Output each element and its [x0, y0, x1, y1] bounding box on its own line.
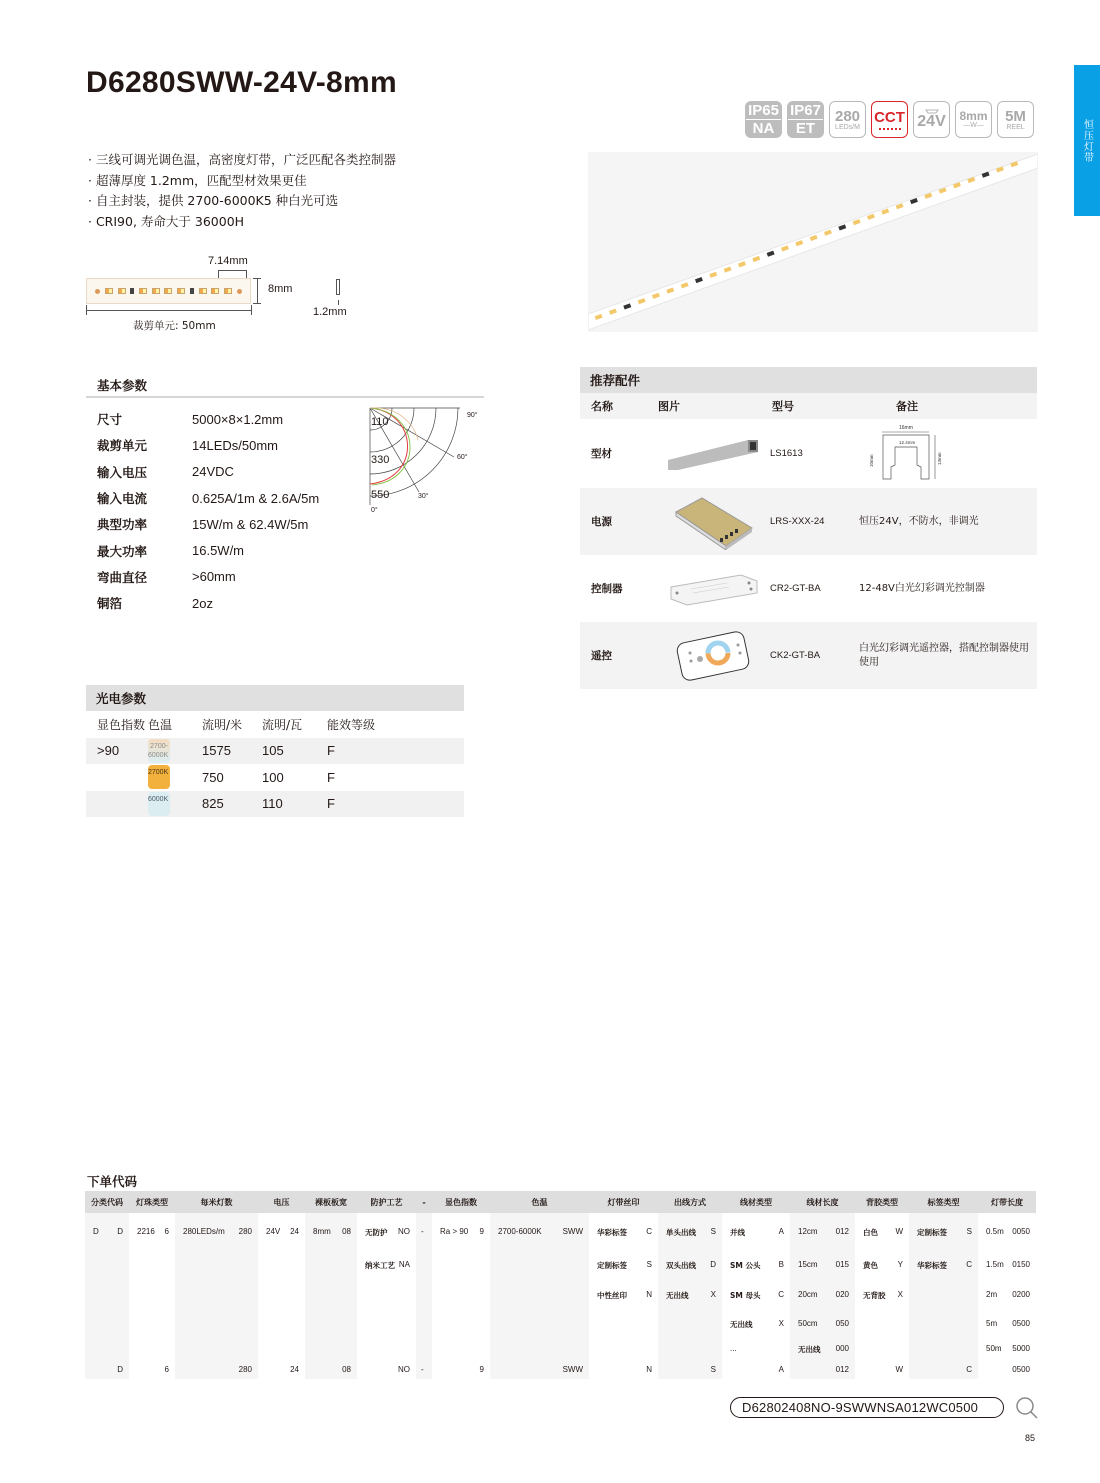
param-value: 24VDC	[192, 464, 234, 480]
cct-chip: 2700-6000K	[148, 739, 170, 763]
resistor	[130, 288, 134, 294]
order-option-code: X	[710, 1290, 716, 1299]
param-label: 铜箔	[97, 596, 123, 612]
param-label: 裁剪单元	[97, 438, 148, 454]
lumen-per-meter: 825	[202, 796, 224, 812]
example-code-segment: SWW	[562, 1365, 583, 1374]
spec-badges	[745, 101, 1034, 138]
badge-top: 280	[834, 107, 861, 125]
angle-label: 0°	[371, 507, 378, 514]
example-code-segment: W	[895, 1365, 903, 1374]
order-column-header: 背胶类型	[855, 1191, 909, 1213]
param-label: 弯曲直径	[97, 569, 148, 585]
efficiency-grade: F	[327, 796, 335, 812]
example-code-segment: 9	[479, 1365, 484, 1374]
order-option-label: 华彩标签	[917, 1261, 947, 1270]
badge-bottom: ET	[795, 120, 816, 137]
order-option-code: C	[646, 1227, 652, 1236]
column-header: 名称	[591, 400, 613, 413]
column-header: 流明/米	[202, 717, 243, 732]
order-option-label: Ra > 90	[440, 1227, 469, 1236]
order-option-label: 2216	[137, 1227, 155, 1236]
order-option-label: 黄色	[863, 1261, 878, 1270]
led-chip	[211, 288, 219, 294]
photometric-heading-label: 光电参数	[96, 691, 147, 706]
led-chip	[139, 288, 147, 294]
basic-params-heading: 基本参数	[86, 376, 484, 398]
order-option-code: 24	[290, 1227, 299, 1236]
order-option-label: 纳米工艺	[365, 1261, 395, 1270]
example-code-segment: C	[966, 1365, 972, 1374]
feature-item: · 三线可调光调色温，高密度灯带，广泛匹配各类控制器	[88, 150, 396, 171]
led-chip	[118, 288, 126, 294]
order-option-code: B	[778, 1260, 784, 1269]
feature-list	[88, 150, 396, 232]
badge-top: IP67	[790, 102, 821, 119]
accessories-heading-label: 推荐配件	[590, 373, 641, 388]
cct-badge	[871, 101, 908, 138]
accessories-header-row	[580, 393, 1037, 419]
solder-pad	[237, 289, 242, 294]
order-column-header: 灯带长度	[978, 1191, 1036, 1213]
order-option-code: 0150	[1012, 1260, 1030, 1269]
badge-top: 24V	[917, 113, 946, 130]
accessory-row	[580, 622, 1037, 689]
accessory-model: LS1613	[770, 448, 803, 459]
order-column	[490, 1191, 589, 1379]
order-option-code: S	[710, 1227, 716, 1236]
accessory-name: 控制器	[591, 583, 623, 595]
example-code-segment: NO	[398, 1365, 410, 1374]
example-code-segment: D	[117, 1365, 123, 1374]
example-code-segment: N	[646, 1365, 652, 1374]
cri-value: >90	[97, 743, 120, 759]
dimension-tick	[253, 278, 261, 279]
angle-label: 90°	[467, 412, 478, 419]
example-code-segment: A	[778, 1365, 784, 1374]
led-chip	[199, 288, 207, 294]
param-value: 5000×8×1.2mm	[192, 411, 284, 427]
profile-cross-section	[859, 421, 1037, 486]
order-option-label: 双头出线	[666, 1261, 696, 1270]
column-header: 流明/瓦	[262, 717, 303, 732]
param-value: 2oz	[192, 595, 213, 611]
order-option-label: 50cm	[798, 1319, 818, 1328]
badge-top: 5M	[1005, 107, 1026, 125]
ip67-badge	[787, 101, 824, 138]
order-column-header: 每米灯数	[175, 1191, 258, 1213]
order-option-label: 0.5m	[986, 1227, 1004, 1236]
dimension-tick	[338, 300, 339, 305]
order-column	[589, 1191, 658, 1379]
order-option-code: W	[895, 1227, 903, 1236]
order-option-label: SM 母头	[730, 1291, 761, 1300]
param-value: 16.5W/m	[192, 543, 245, 559]
accessory-name: 遥控	[591, 650, 612, 662]
height-dimension-line	[257, 278, 258, 304]
example-code-segment: 6	[164, 1365, 169, 1374]
order-option-label: 单头出线	[666, 1228, 696, 1237]
param-row	[97, 432, 319, 458]
badge-bottom: LEDs/M	[835, 123, 860, 131]
param-value: 15W/m & 62.4W/5m	[192, 516, 309, 532]
param-label: 尺寸	[97, 412, 123, 428]
order-option-label: 12cm	[798, 1227, 818, 1236]
angle-label: 30°	[418, 493, 429, 500]
accessory-note: 12-48V白光幻彩调光控制器	[859, 582, 985, 594]
profile-height-2: 13mm	[937, 452, 942, 465]
order-option-code: C	[778, 1290, 784, 1299]
light-distribution-chart	[360, 398, 490, 518]
order-option-label: D	[93, 1227, 99, 1236]
order-column-header: 裸板板宽	[305, 1191, 357, 1213]
radial-label: 110	[371, 416, 389, 428]
accessory-note: 白光幻彩调光遥控器，搭配控制器使用使用	[859, 642, 1029, 668]
order-column	[175, 1191, 258, 1379]
example-code-segment: -	[421, 1365, 424, 1374]
order-option-code: D	[710, 1260, 716, 1269]
ip65-badge	[745, 101, 782, 138]
param-label: 输入电流	[97, 491, 148, 507]
order-option-code: 6	[164, 1227, 169, 1236]
order-option-code: S	[646, 1260, 652, 1269]
order-column-header: -	[416, 1191, 432, 1213]
param-row	[97, 485, 319, 511]
order-option-code: N	[646, 1290, 652, 1299]
accessory-row	[580, 555, 1037, 622]
accessory-model: CR2-GT-BA	[770, 583, 821, 594]
order-option-label: 8mm	[313, 1227, 331, 1236]
lumen-per-meter: 1575	[202, 743, 231, 759]
param-row	[97, 590, 319, 616]
profile-inner-width: 12.4mm	[899, 440, 916, 445]
radial-label: 550	[371, 489, 390, 501]
dimension-line	[218, 270, 247, 271]
order-column	[305, 1191, 357, 1379]
order-option-label: 15cm	[798, 1260, 818, 1269]
angle-label: 60°	[457, 454, 468, 461]
order-column-header: 显色指数	[432, 1191, 490, 1213]
badge-top: 8mm	[959, 109, 988, 123]
column-header: 显色指数	[97, 717, 146, 732]
param-value: 14LEDs/50mm	[192, 437, 278, 453]
order-option-label: 无出线	[798, 1345, 821, 1354]
order-column-header: 分类代码	[85, 1191, 129, 1213]
lumen-per-meter: 750	[202, 769, 224, 785]
cut-unit-label: 裁剪单元: 50mm	[133, 320, 216, 332]
column-header: 图片	[658, 400, 680, 413]
badge-bottom: NA	[752, 120, 775, 137]
order-column-header: 防护工艺	[357, 1191, 416, 1213]
page-number: 85	[1025, 1433, 1036, 1443]
order-option-code: D	[117, 1227, 123, 1236]
order-code-heading: 下单代码	[87, 1174, 138, 1189]
param-row	[97, 406, 319, 432]
order-option-label: 2m	[986, 1290, 998, 1299]
order-option-code: 000	[835, 1344, 849, 1353]
led-strip-photo	[588, 152, 1038, 332]
feature-item: · 超薄厚度 1.2mm，匹配型材效果更佳	[88, 171, 396, 192]
example-code-segment: 08	[342, 1365, 351, 1374]
order-column	[85, 1191, 129, 1379]
param-label: 典型功率	[97, 517, 148, 533]
led-chip	[224, 288, 232, 294]
badge-top: CCT	[874, 108, 905, 126]
param-value: 0.625A/1m & 2.6A/5m	[192, 490, 320, 506]
dimension-tick	[218, 270, 219, 278]
accessory-model: CK2-GT-BA	[770, 650, 821, 661]
width-dimension: 8mm	[268, 283, 293, 295]
power-supply-image	[658, 492, 770, 552]
order-option-label: 定制标签	[597, 1261, 627, 1270]
order-option-code: 015	[835, 1260, 849, 1269]
photometric-header-row	[86, 711, 464, 738]
order-option-label: 无出线	[730, 1320, 753, 1329]
param-label: 输入电压	[97, 464, 148, 480]
accessory-row	[580, 420, 1037, 487]
order-option-label: SM 公头	[730, 1261, 761, 1270]
order-column-header: 色温	[490, 1191, 589, 1213]
order-column	[909, 1191, 978, 1379]
example-code-segment: 280	[238, 1365, 252, 1374]
basic-params-table	[97, 406, 319, 616]
solder-pad	[95, 289, 100, 294]
order-option-code: X	[778, 1319, 784, 1328]
feature-item: · CRI90, 寿命大于 36000H	[88, 212, 396, 233]
lumen-per-watt: 110	[262, 796, 283, 812]
order-option-code: 08	[342, 1227, 351, 1236]
photometric-heading	[86, 685, 464, 711]
order-option-label: 无出线	[666, 1291, 689, 1300]
led-chip	[105, 288, 113, 294]
order-column-header: 灯珠类型	[129, 1191, 175, 1213]
order-column-header: 标签类型	[909, 1191, 978, 1213]
order-option-code: 050	[835, 1319, 849, 1328]
param-row	[97, 511, 319, 537]
param-row	[97, 564, 319, 590]
param-label: 最大功率	[97, 543, 148, 559]
order-option-code: 0200	[1012, 1290, 1030, 1299]
lumen-per-watt: 100	[262, 769, 284, 785]
order-option-label: 中性丝印	[597, 1291, 627, 1300]
order-option-label: 华彩标签	[597, 1228, 627, 1237]
profile-height-1: 10mm	[869, 454, 874, 467]
order-option-code: A	[778, 1227, 784, 1236]
pitch-dimension: 7.14mm	[208, 255, 248, 267]
order-option-code: 020	[835, 1290, 849, 1299]
order-option-label: 20cm	[798, 1290, 818, 1299]
example-code-segment: 24	[290, 1365, 299, 1374]
example-code-field[interactable]	[730, 1397, 1004, 1418]
order-option-code: X	[897, 1290, 903, 1299]
order-column-header: 线材类型	[722, 1191, 790, 1213]
order-option-label: 并线	[730, 1228, 745, 1237]
order-option-label: -	[421, 1227, 424, 1236]
example-code-segment: 012	[835, 1365, 849, 1374]
order-option-code: C	[966, 1260, 972, 1269]
order-column	[357, 1191, 416, 1379]
badge-bottom: —W—	[963, 122, 984, 129]
order-option-code: 012	[835, 1227, 849, 1236]
order-option-code: NA	[398, 1260, 410, 1269]
efficiency-grade: F	[327, 743, 335, 759]
remote-image	[658, 626, 770, 686]
order-column	[432, 1191, 490, 1379]
example-code-value: D62802408NO-9SWWNSA012WC0500	[742, 1400, 979, 1415]
photometric-row	[86, 738, 464, 765]
order-option-label: 2700-6000K	[498, 1227, 542, 1236]
column-header: 型号	[772, 400, 794, 413]
efficiency-grade: F	[327, 769, 335, 785]
profile-width: 16mm	[899, 425, 913, 431]
order-option-code: 0500	[1012, 1319, 1030, 1328]
width-badge	[955, 101, 992, 138]
column-header: 能效等级	[327, 717, 376, 732]
led-chip	[164, 288, 172, 294]
resistor	[190, 288, 194, 294]
product-title: D6280SWW-24V-8mm	[86, 66, 397, 99]
param-value: >60mm	[192, 569, 236, 585]
order-option-code: NO	[398, 1227, 410, 1236]
reel-badge	[997, 101, 1034, 138]
dimension-tick	[251, 305, 252, 315]
order-column-header: 灯带丝印	[589, 1191, 658, 1213]
order-option-label: 280LEDs/m	[183, 1227, 225, 1236]
order-column-header: 电压	[258, 1191, 305, 1213]
thickness-profile	[336, 279, 340, 295]
order-column	[855, 1191, 909, 1379]
order-option-code: 9	[479, 1227, 484, 1236]
led-strip-diagram	[86, 278, 251, 304]
order-option-code: 0050	[1012, 1227, 1030, 1236]
order-option-label: 24V	[266, 1227, 281, 1236]
voltage-badge	[913, 101, 950, 138]
order-option-code: Y	[897, 1260, 903, 1269]
section-side-tab[interactable]	[1074, 65, 1100, 216]
order-column	[258, 1191, 305, 1379]
example-code-segment: S	[710, 1365, 716, 1374]
order-option-label: 1.5m	[986, 1260, 1004, 1269]
order-option-label: ...	[730, 1344, 737, 1353]
cct-chip: 6000K	[148, 792, 170, 816]
accessory-note: 恒压24V，不防水，非调光	[859, 515, 979, 527]
order-column-header: 出线方式	[658, 1191, 722, 1213]
feature-item: · 自主封装，提供 2700-6000K5 种白光可选	[88, 191, 396, 212]
order-option-code: 280	[238, 1227, 252, 1236]
order-option-label: 无防护	[365, 1228, 388, 1237]
accessory-row	[580, 488, 1037, 555]
side-tab-label: 恒压灯带	[1081, 118, 1093, 163]
thickness-dimension: 1.2mm	[313, 306, 347, 318]
accessory-name: 型材	[591, 448, 612, 460]
param-row	[97, 537, 319, 563]
photometric-row	[86, 791, 464, 818]
order-option-label: 无背胶	[863, 1291, 886, 1300]
order-column-header: 线材长度	[790, 1191, 855, 1213]
accessory-name: 电源	[591, 516, 612, 528]
led-chip	[152, 288, 160, 294]
order-column	[416, 1191, 432, 1379]
search-icon[interactable]	[1015, 1396, 1039, 1420]
order-option-label: 50m	[986, 1344, 1002, 1353]
cut-unit-line	[86, 310, 252, 311]
dimension-tick	[246, 270, 247, 278]
photometric-row	[86, 764, 464, 791]
accessory-model: LRS-XXX-24	[770, 516, 825, 527]
column-header: 色温	[148, 717, 173, 732]
radial-label: 330	[371, 454, 390, 466]
profile-image	[658, 424, 770, 484]
dimension-tick	[86, 305, 87, 315]
badge-top: IP65	[748, 102, 779, 119]
order-option-code: S	[966, 1227, 972, 1236]
order-column	[129, 1191, 175, 1379]
order-option-label: 白色	[863, 1228, 878, 1237]
controller-image	[658, 559, 770, 619]
example-code-segment: 0500	[1012, 1365, 1030, 1374]
column-header: 备注	[896, 400, 918, 413]
order-option-label: 5m	[986, 1319, 998, 1328]
order-column	[658, 1191, 722, 1379]
lumen-per-watt: 105	[262, 743, 284, 759]
dimension-tick	[253, 303, 261, 304]
order-option-label: 定制标签	[917, 1228, 947, 1237]
product-photo	[588, 152, 1038, 332]
order-option-code: SWW	[562, 1227, 583, 1236]
param-row	[97, 459, 319, 485]
photometric-table	[86, 711, 464, 817]
badge-bottom: REEL	[1006, 123, 1025, 131]
order-option-code: 5000	[1012, 1344, 1030, 1353]
accessories-heading	[580, 367, 1037, 393]
order-code-table	[85, 1191, 1036, 1379]
led-density-badge	[829, 101, 866, 138]
led-chip	[177, 288, 185, 294]
cct-chip: 2700K	[148, 765, 170, 789]
